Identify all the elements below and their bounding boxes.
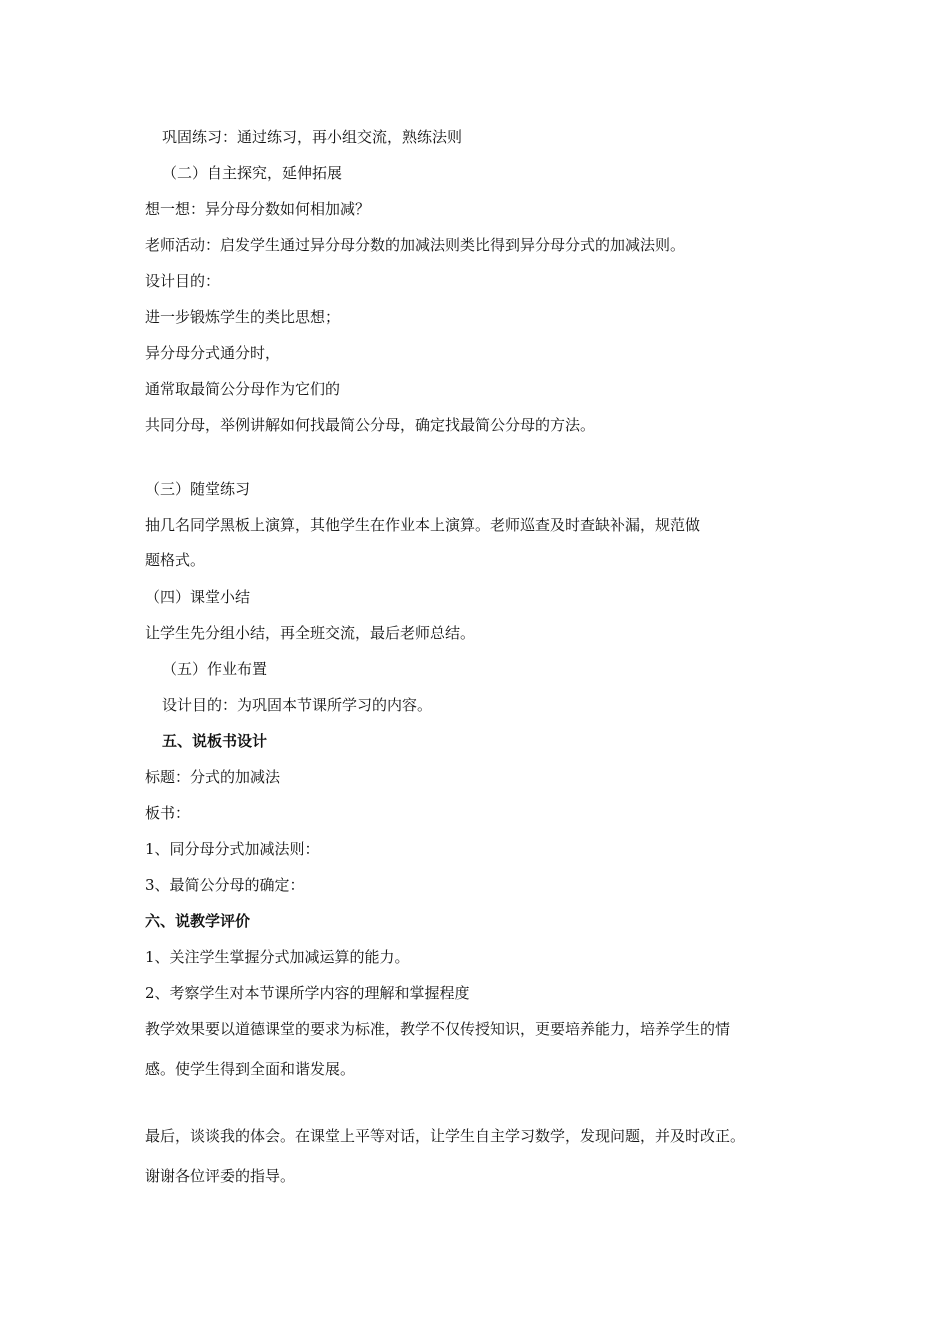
- text-line: 谢谢各位评委的指导。: [145, 1167, 296, 1185]
- chapter-heading: 五、说板书设计: [162, 732, 268, 750]
- text-line: 最后，谈谈我的体会。在课堂上平等对话，让学生自主学习数学，发现问题，并及时改正。: [145, 1127, 746, 1145]
- text-line: 抽几名同学黑板上演算，其他学生在作业本上演算。老师巡查及时查缺补漏，规范做: [145, 516, 701, 534]
- section-heading: （四）课堂小结: [145, 588, 251, 606]
- section-heading: （二）自主探究，延伸拓展: [162, 164, 343, 182]
- text-line: 共同分母，举例讲解如何找最简公分母，确定找最简公分母的方法。: [145, 416, 596, 434]
- text-line: 通常取最简公分母作为它们的: [145, 380, 341, 398]
- text-line: 教学效果要以道德课堂的要求为标准，教学不仅传授知识，更要培养能力，培养学生的情: [145, 1020, 731, 1038]
- text-line: 进一步锻炼学生的类比思想；: [145, 308, 341, 326]
- text-line: 1、同分母分式加减法则：: [145, 840, 320, 858]
- text-line: 设计目的：为巩固本节课所学习的内容。: [162, 696, 433, 714]
- text-line: 1、关注学生掌握分式加减运算的能力。: [145, 948, 410, 966]
- text-line: 题格式。: [145, 551, 206, 569]
- section-heading: （三）随堂练习: [145, 480, 251, 498]
- text-line: 3、最简公分母的确定：: [145, 876, 305, 894]
- text-line: 感。使学生得到全面和谐发展。: [145, 1060, 356, 1078]
- chapter-heading: 六、说教学评价: [145, 912, 251, 930]
- text-line: 2、考察学生对本节课所学内容的理解和掌握程度: [145, 984, 470, 1002]
- text-line: 设计目的：: [145, 272, 221, 290]
- text-line: 板书：: [145, 804, 191, 822]
- text-line: 标题：分式的加减法: [145, 768, 281, 786]
- text-line: 老师活动：启发学生通过异分母分数的加减法则类比得到异分母分式的加减法则。: [145, 236, 686, 254]
- text-line: 让学生先分组小结，再全班交流，最后老师总结。: [145, 624, 476, 642]
- text-line: 想一想：异分母分数如何相加减？: [145, 200, 371, 218]
- text-line: 巩固练习：通过练习，再小组交流，熟练法则: [162, 128, 463, 146]
- text-line: 异分母分式通分时，: [145, 344, 281, 362]
- section-heading: （五）作业布置: [162, 660, 268, 678]
